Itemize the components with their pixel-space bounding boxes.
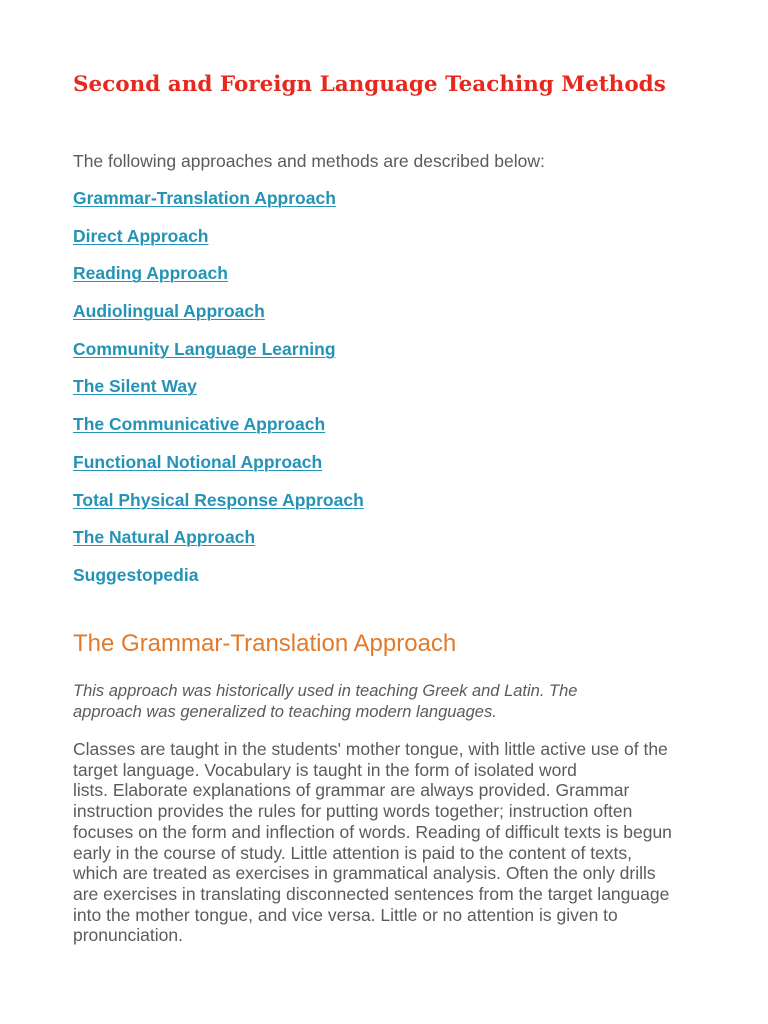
- section-body-line: target language. Vocabulary is taught in the form of isolated word: [73, 759, 577, 780]
- section-body-line: into the mother tongue, and vice versa. Little or no attention is given to: [73, 904, 618, 925]
- method-link-silent-way[interactable]: The Silent Way: [73, 376, 197, 397]
- method-link-direct[interactable]: Direct Approach: [73, 225, 209, 246]
- list-item: [73, 300, 364, 338]
- section-body: [73, 739, 703, 946]
- section-body-line: pronunciation.: [73, 925, 183, 946]
- method-link-audiolingual[interactable]: Audiolingual Approach: [73, 301, 265, 322]
- section-body-line: focuses on the form and inflection of words. Reading of difficult texts is begun: [73, 821, 672, 842]
- document-title: Second and Foreign Language Teaching Methods: [73, 72, 666, 97]
- list-item: [73, 451, 364, 489]
- method-link-grammar-translation[interactable]: Grammar-Translation Approach: [73, 188, 336, 208]
- list-item: [73, 413, 364, 451]
- method-list: [73, 187, 364, 602]
- list-item: [73, 489, 364, 527]
- method-link-reading[interactable]: Reading Approach: [73, 263, 228, 284]
- list-item: [73, 338, 364, 376]
- section-body-line: which are treated as exercises in grammatical analysis. Often the only drills: [73, 863, 656, 884]
- section-body-line: instruction provides the rules for putting words together; instruction often: [73, 801, 633, 822]
- list-item: [73, 526, 364, 564]
- list-item: [73, 262, 364, 300]
- section-body-line: are exercises in translating disconnected sentences from the target language: [73, 883, 670, 904]
- section-intro: [73, 681, 693, 722]
- method-label-suggestopedia: Suggestopedia: [73, 564, 199, 585]
- list-item: [73, 225, 364, 263]
- section-body-line: early in the course of study. Little attention is paid to the content of texts,: [73, 842, 633, 863]
- method-link-total-physical-response[interactable]: Total Physical Response Approach: [73, 489, 364, 510]
- section-intro-line: approach was generalized to teaching modern languages.: [73, 702, 497, 721]
- section-heading: The Grammar-Translation Approach: [73, 630, 457, 657]
- method-link-functional-notional[interactable]: Functional Notional Approach: [73, 451, 323, 472]
- section-intro-line: This approach was historically used in teaching Greek and Latin. The: [73, 682, 578, 700]
- intro-text: The following approaches and methods are described below:: [73, 151, 545, 171]
- section-body-line: lists. Elaborate explanations of grammar are always provided. Grammar: [73, 780, 630, 801]
- list-item: [73, 187, 364, 225]
- list-item: [73, 375, 364, 413]
- section-body-line: Classes are taught in the students' mother tongue, with little active use of the: [73, 739, 668, 759]
- method-link-communicative[interactable]: The Communicative Approach: [73, 414, 326, 435]
- method-link-community-language-learning[interactable]: Community Language Learning: [73, 338, 336, 359]
- method-link-natural[interactable]: The Natural Approach: [73, 527, 256, 548]
- list-item: [73, 564, 364, 602]
